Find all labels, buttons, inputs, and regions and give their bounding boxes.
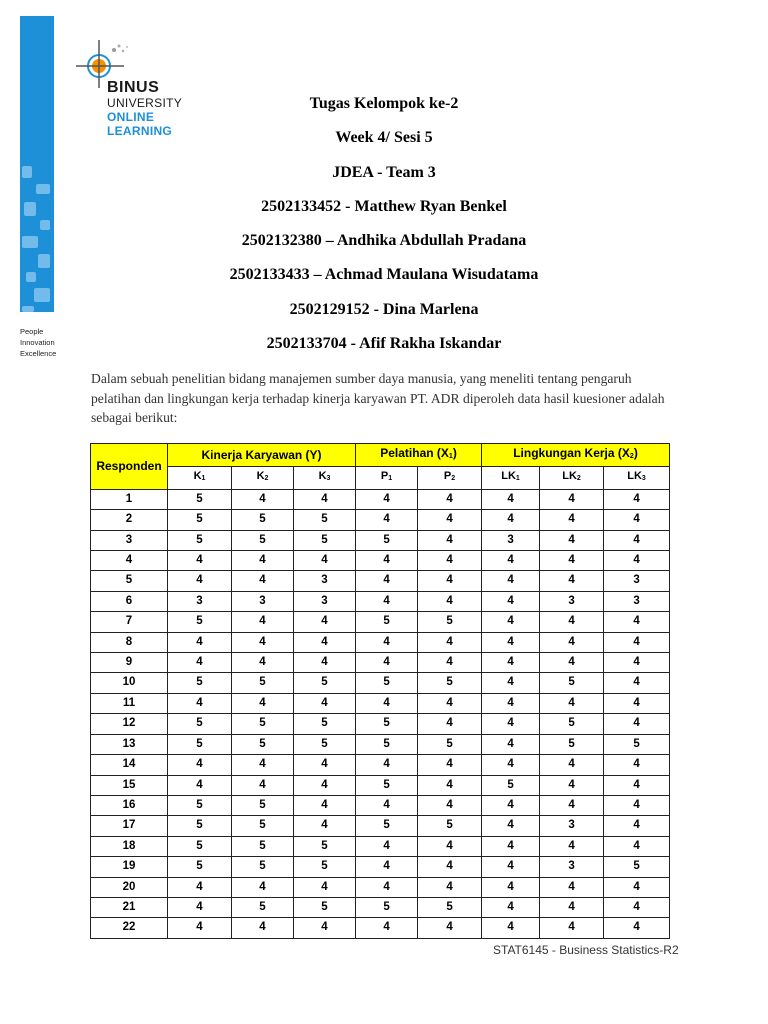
member-line: 2502133452 - Matthew Ryan Benkel (261, 197, 507, 215)
score-cell: 5 (356, 816, 418, 836)
score-cell: 5 (294, 897, 356, 917)
score-cell: 4 (482, 795, 540, 815)
table-row (91, 489, 670, 509)
side-decoration-bar (20, 16, 54, 312)
table-row (91, 857, 670, 877)
score-cell: 4 (418, 775, 482, 795)
score-cell: 5 (418, 734, 482, 754)
score-cell: 5 (356, 714, 418, 734)
score-cell: 4 (232, 755, 294, 775)
score-cell: 5 (168, 734, 232, 754)
score-cell: 5 (294, 530, 356, 550)
score-cell: 4 (232, 693, 294, 713)
score-cell: 4 (482, 571, 540, 591)
column-subheader: $P_2$ (418, 467, 482, 489)
score-cell: 4 (168, 877, 232, 897)
respondent-number-cell: 21 (91, 897, 168, 917)
table-row (91, 612, 670, 632)
logo-learning-text: LEARNING (107, 124, 173, 138)
tagline-line: Innovation (20, 338, 55, 347)
score-cell: 4 (294, 755, 356, 775)
score-cell: 4 (418, 530, 482, 550)
column-subheader: $K_2$ (232, 467, 294, 489)
score-cell: 4 (418, 571, 482, 591)
column-subheader: $K_3$ (294, 467, 356, 489)
respondent-number-cell: 2 (91, 510, 168, 530)
score-cell: 5 (418, 612, 482, 632)
score-cell: 5 (232, 734, 294, 754)
table-row (91, 510, 670, 530)
score-cell: 5 (168, 612, 232, 632)
score-cell: 4 (294, 489, 356, 509)
score-cell: 4 (294, 795, 356, 815)
score-cell: 3 (294, 571, 356, 591)
score-cell: 4 (356, 591, 418, 611)
column-subheader: $K_1$ (168, 467, 232, 489)
logo-binus-text: BINUS (107, 79, 160, 96)
score-cell: 4 (168, 755, 232, 775)
score-cell: 5 (232, 836, 294, 856)
score-cell: 5 (232, 857, 294, 877)
table-row (91, 591, 670, 611)
table-row (91, 897, 670, 917)
score-cell: 5 (418, 816, 482, 836)
score-cell: 3 (294, 591, 356, 611)
score-cell: 5 (232, 816, 294, 836)
score-cell: 4 (540, 755, 604, 775)
score-cell: 4 (482, 489, 540, 509)
score-cell: 4 (232, 775, 294, 795)
score-cell: 4 (418, 836, 482, 856)
score-cell: 4 (232, 918, 294, 938)
score-cell: 4 (418, 755, 482, 775)
score-cell: 4 (168, 551, 232, 571)
tagline-line: Excellence (20, 349, 57, 358)
score-cell: 4 (540, 918, 604, 938)
score-cell: 5 (232, 714, 294, 734)
score-cell: 4 (418, 510, 482, 530)
score-cell: 5 (294, 734, 356, 754)
score-cell: 5 (232, 795, 294, 815)
member-line: 2502133704 - Afif Rakha Iskandar (266, 335, 502, 353)
score-cell: 4 (540, 530, 604, 550)
table-row (91, 714, 670, 734)
score-cell: 4 (482, 714, 540, 734)
score-cell: 4 (294, 877, 356, 897)
score-cell: 5 (232, 897, 294, 917)
score-cell: 3 (540, 816, 604, 836)
member-line: 2502129152 - Dina Marlena (289, 300, 479, 318)
score-cell: 4 (418, 714, 482, 734)
score-cell: 5 (604, 857, 670, 877)
group-header-lingkungan: Lingkungan Kerja $(X_2)$ (482, 444, 670, 467)
table-row (91, 571, 670, 591)
table-row (91, 795, 670, 815)
member-line: 2502133433 – Achmad Maulana Wisudatama (229, 266, 539, 284)
score-cell: 3 (232, 591, 294, 611)
table-row (91, 653, 670, 673)
score-cell: 4 (482, 653, 540, 673)
table-row (91, 877, 670, 897)
score-cell: 4 (604, 693, 670, 713)
score-cell: 4 (232, 551, 294, 571)
respondent-number-cell: 12 (91, 714, 168, 734)
score-cell: 4 (604, 551, 670, 571)
score-cell: 4 (482, 612, 540, 632)
score-cell: 5 (168, 489, 232, 509)
score-cell: 4 (540, 551, 604, 571)
score-cell: 4 (604, 673, 670, 693)
score-cell: 4 (540, 612, 604, 632)
score-cell: 4 (294, 816, 356, 836)
group-header-kinerja: Kinerja Karyawan (Y) (168, 444, 356, 467)
score-cell: 3 (540, 857, 604, 877)
respondent-number-cell: 1 (91, 489, 168, 509)
score-cell: 4 (168, 918, 232, 938)
score-cell: 5 (356, 775, 418, 795)
score-cell: 4 (482, 673, 540, 693)
score-cell: 4 (482, 816, 540, 836)
intro-paragraph: Dalam sebuah penelitian bidang manajemen sumber daya manusia, yang meneliti tentang pengaruh pelatihan dan lingkungan kerja terhadap kinerja karyawan PT. ADR diperoleh data hasil kuesioner adalah sebagai berikut: (91, 371, 665, 425)
respondent-number-cell: 18 (91, 836, 168, 856)
score-cell: 4 (356, 632, 418, 652)
table-row (91, 918, 670, 938)
score-cell: 5 (232, 530, 294, 550)
column-subheader: $LK_3$ (604, 467, 670, 489)
tagline-line: People (20, 327, 44, 336)
score-cell: 4 (418, 632, 482, 652)
score-cell: 4 (356, 755, 418, 775)
score-cell: 4 (418, 693, 482, 713)
table-row (91, 816, 670, 836)
score-cell: 3 (604, 591, 670, 611)
logo-online-text: ONLINE (107, 110, 155, 124)
score-cell: 4 (294, 653, 356, 673)
score-cell: 4 (168, 693, 232, 713)
score-cell: 5 (418, 673, 482, 693)
document-header (120, 94, 648, 368)
score-cell: 4 (356, 877, 418, 897)
score-cell: 4 (168, 632, 232, 652)
score-cell: 4 (482, 918, 540, 938)
score-cell: 5 (356, 612, 418, 632)
score-cell: 4 (604, 714, 670, 734)
table-row (91, 836, 670, 856)
respondent-number-cell: 9 (91, 653, 168, 673)
score-cell: 4 (418, 551, 482, 571)
score-cell: 4 (356, 489, 418, 509)
score-cell: 4 (604, 836, 670, 856)
score-cell: 5 (168, 816, 232, 836)
score-cell: 4 (482, 755, 540, 775)
score-cell: 4 (294, 693, 356, 713)
score-cell: 4 (604, 877, 670, 897)
score-cell: 4 (168, 897, 232, 917)
respondent-number-cell: 22 (91, 918, 168, 938)
respondent-number-cell: 4 (91, 551, 168, 571)
table-row (91, 734, 670, 754)
score-cell: 4 (604, 755, 670, 775)
score-cell: 4 (540, 795, 604, 815)
score-cell: 4 (604, 612, 670, 632)
score-cell: 5 (232, 673, 294, 693)
score-cell: 4 (356, 857, 418, 877)
table-row (91, 693, 670, 713)
score-cell: 4 (604, 632, 670, 652)
score-cell: 5 (294, 714, 356, 734)
score-cell: 4 (540, 897, 604, 917)
respondent-number-cell: 13 (91, 734, 168, 754)
score-cell: 4 (604, 775, 670, 795)
respondent-number-cell: 8 (91, 632, 168, 652)
score-cell: 4 (356, 571, 418, 591)
score-cell: 4 (540, 693, 604, 713)
score-cell: 4 (604, 795, 670, 815)
responden-header: Responden (91, 444, 168, 490)
score-cell: 4 (604, 510, 670, 530)
score-cell: 3 (604, 571, 670, 591)
score-cell: 4 (482, 734, 540, 754)
score-cell: 4 (482, 591, 540, 611)
score-cell: 5 (168, 714, 232, 734)
score-cell: 4 (356, 693, 418, 713)
score-cell: 5 (604, 734, 670, 754)
score-cell: 4 (540, 571, 604, 591)
score-cell: 4 (232, 653, 294, 673)
column-subheader: $LK_2$ (540, 467, 604, 489)
score-cell: 4 (356, 551, 418, 571)
score-cell: 4 (294, 918, 356, 938)
score-cell: 4 (540, 775, 604, 795)
score-cell: 4 (356, 836, 418, 856)
score-cell: 5 (168, 857, 232, 877)
score-cell: 4 (540, 836, 604, 856)
week-session: Week 4/ Sesi 5 (335, 129, 433, 147)
score-cell: 4 (604, 816, 670, 836)
score-cell: 4 (294, 612, 356, 632)
score-cell: 4 (356, 795, 418, 815)
score-cell: 5 (294, 857, 356, 877)
table-row (91, 551, 670, 571)
score-cell: 4 (482, 836, 540, 856)
team-name: JDEA - Team 3 (332, 163, 436, 181)
table-row (91, 755, 670, 775)
respondent-number-cell: 6 (91, 591, 168, 611)
score-cell: 5 (294, 673, 356, 693)
score-cell: 3 (540, 591, 604, 611)
score-cell: 4 (418, 795, 482, 815)
respondent-number-cell: 19 (91, 857, 168, 877)
score-cell: 4 (418, 918, 482, 938)
score-cell: 5 (356, 530, 418, 550)
score-cell: 4 (232, 571, 294, 591)
member-line: 2502132380 – Andhika Abdullah Pradana (241, 232, 527, 250)
score-cell: 4 (232, 632, 294, 652)
column-subheader: $P_1$ (356, 467, 418, 489)
score-cell: 4 (604, 530, 670, 550)
group-header-pelatihan: Pelatihan $(X_1)$ (356, 444, 482, 467)
score-cell: 3 (168, 591, 232, 611)
score-cell: 4 (356, 918, 418, 938)
score-cell: 5 (294, 510, 356, 530)
score-cell: 3 (482, 530, 540, 550)
score-cell: 5 (232, 510, 294, 530)
score-cell: 4 (418, 489, 482, 509)
score-cell: 5 (540, 714, 604, 734)
score-cell: 4 (168, 571, 232, 591)
respondent-number-cell: 3 (91, 530, 168, 550)
score-cell: 4 (482, 857, 540, 877)
score-cell: 4 (540, 653, 604, 673)
score-cell: 5 (482, 775, 540, 795)
course-footer: STAT6145 - Business Statistics-R2 (493, 943, 679, 957)
score-cell: 4 (232, 612, 294, 632)
assignment-title: Tugas Kelompok ke-2 (309, 95, 459, 112)
respondent-number-cell: 5 (91, 571, 168, 591)
score-cell: 4 (482, 510, 540, 530)
score-cell: 4 (540, 510, 604, 530)
score-cell: 4 (294, 775, 356, 795)
score-cell: 5 (540, 734, 604, 754)
respondent-number-cell: 17 (91, 816, 168, 836)
score-cell: 4 (294, 551, 356, 571)
score-cell: 5 (168, 836, 232, 856)
score-cell: 5 (168, 795, 232, 815)
score-cell: 4 (482, 551, 540, 571)
score-cell: 4 (604, 489, 670, 509)
score-cell: 5 (356, 897, 418, 917)
score-cell: 4 (418, 591, 482, 611)
score-cell: 4 (418, 857, 482, 877)
score-cell: 4 (604, 653, 670, 673)
score-cell: 5 (168, 673, 232, 693)
table-row (91, 673, 670, 693)
score-cell: 5 (540, 673, 604, 693)
score-cell: 5 (294, 836, 356, 856)
score-cell: 4 (168, 653, 232, 673)
score-cell: 4 (540, 489, 604, 509)
respondent-number-cell: 10 (91, 673, 168, 693)
score-cell: 4 (356, 653, 418, 673)
score-cell: 4 (168, 775, 232, 795)
score-cell: 4 (418, 653, 482, 673)
score-cell: 4 (232, 877, 294, 897)
score-cell: 4 (482, 897, 540, 917)
respondent-number-cell: 7 (91, 612, 168, 632)
respondent-number-cell: 11 (91, 693, 168, 713)
table-row (91, 530, 670, 550)
score-cell: 4 (482, 877, 540, 897)
score-cell: 4 (482, 693, 540, 713)
score-cell: 5 (168, 510, 232, 530)
respondent-number-cell: 15 (91, 775, 168, 795)
score-cell: 4 (540, 632, 604, 652)
respondent-number-cell: 16 (91, 795, 168, 815)
respondent-number-cell: 14 (91, 755, 168, 775)
column-subheader: $LK_1$ (482, 467, 540, 489)
score-cell: 4 (604, 897, 670, 917)
respondent-number-cell: 20 (91, 877, 168, 897)
score-cell: 4 (540, 877, 604, 897)
questionnaire-table (90, 443, 670, 939)
score-cell: 5 (418, 897, 482, 917)
score-cell: 5 (168, 530, 232, 550)
score-cell: 4 (232, 489, 294, 509)
score-cell: 4 (356, 510, 418, 530)
logo-university-text: UNIVERSITY (107, 96, 183, 110)
score-cell: 4 (604, 918, 670, 938)
table-row (91, 632, 670, 652)
score-cell: 4 (482, 632, 540, 652)
table-row (91, 775, 670, 795)
score-cell: 5 (356, 734, 418, 754)
score-cell: 4 (418, 877, 482, 897)
score-cell: 4 (294, 632, 356, 652)
score-cell: 5 (356, 673, 418, 693)
tagline (20, 326, 56, 359)
